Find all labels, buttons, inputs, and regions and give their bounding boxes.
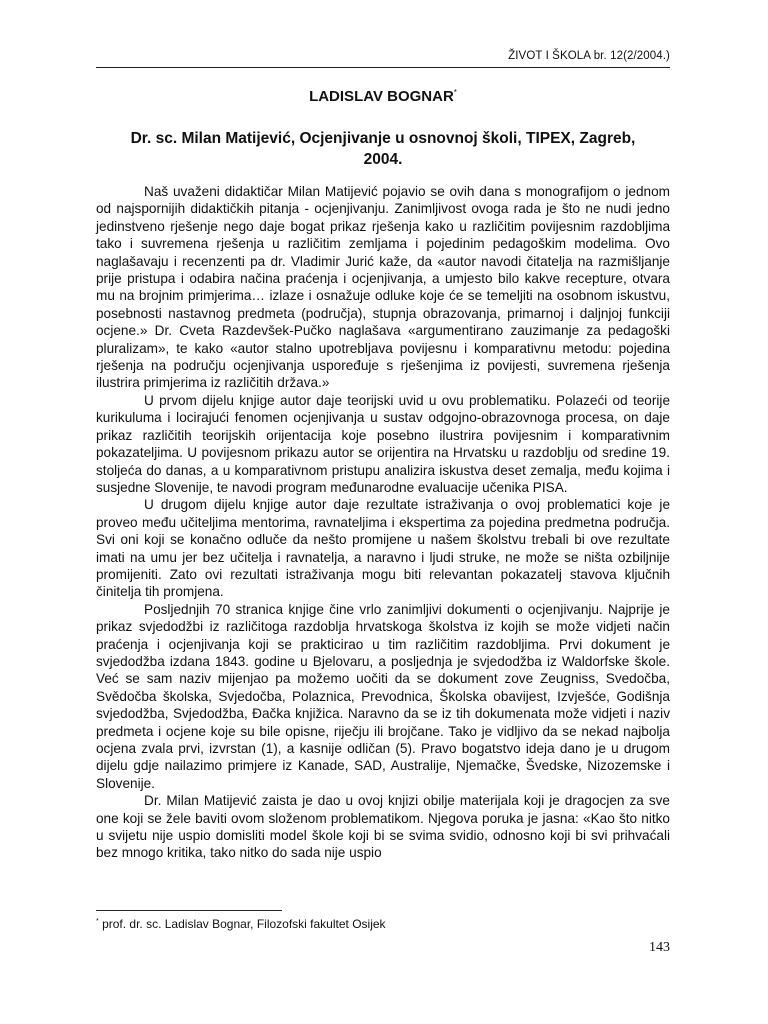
paragraph-1: Naš uvaženi didaktičar Milan Matijević pojavio se ovih dana s monografijom o jednom od najspornijih didaktičkih pitanja - ocjenjivanju. Zanimljivost ovoga rada je što ne nudi jedno jedinstveno rješenje nego daje bogat prikaz rješenja kako u različitim povijesnim razdobljima tako i suvremena rješenja u različitim zemljama i pojedinim pedagoškim modelima. Ovo naglašavaju i recenzenti pa dr. Vladimir Jurić kaže, da «autor navodi čitatelja na razmišljanje prije pristupa i odabira načina praćenja i ocjenjivanja, a umjesto bilo kakve recepture, otvara mu na brojnim primjerima… izlaze i osnažuje odluke koje će se temeljiti na osobnom iskustvu, posebnosti nastavnog predmeta (područja), stupnja obrazovanja, primarnoj i daljnjoj funkciji ocjene.» Dr. Cveta Razdevšek-Pučko naglašava «argumentirano zauzimanje za pedagoški pluralizam», te kako «autor stalno upotrebljava povijesnu i komparativnu metodu: pojedina rješenja na području ocjenjivanja uspoređuje s rješenjima iz povijesti, suvremena rješenja ilustrira primjerima iz različitih država.» <box>96 184 670 391</box>
running-header: ŽIVOT I ŠKOLA br. 12(2/2004.) <box>508 50 670 62</box>
paragraph-3: U drugom dijelu knjige autor daje rezultate istraživanja o ovoj problematici koje je proveo među učiteljima mentorima, ravnateljima i ekspertima za pojedina predmetna područja. Svi oni koji se konačno odluče da nešto promijene u našem školstvu trebali bi ove rezultate imati na umu jer bez učitelja i ravnatelja, a naravno i ljudi struke, ne može se ništa ozbiljnije promijeniti. Zato ovi rezultati istraživanja mogu biti relevantan pokazatelj stavova ključnih činitelja tih promjena. <box>96 497 670 600</box>
author-name: LADISLAV BOGNAR <box>309 88 454 105</box>
article-title: Dr. sc. Milan Matijević, Ocjenjivanje u osnovnoj školi, TIPEX, Zagreb, 2004. <box>130 130 636 168</box>
paragraph-5: Dr. Milan Matijević zaista je dao u ovoj knjizi obilje materijala koji je dragocjen za sve one koji se žele baviti ovom složenom problematikom. Njegova poruka je jasna: «Kao što nitko u svijetu nije uspio domisliti model škole koji bi se svima svidio, odnosno koji bi svi prihvaćali bez mnogo kritika, tako nitko do sada nije uspio <box>96 793 670 861</box>
footnote <box>96 917 670 931</box>
paragraph-4: Posljednjih 70 stranica knjige čine vrlo zanimljivi dokumenti o ocjenjivanju. Najprije je prikaz svjedodžbi iz različitoga razdoblja hrvatskoga školstva iz kojih se može vidjeti način praćenja i ocjenjivanja koji se prakticirao u tim različitim razdobljima. Prvi dokument je svjedodžba izdana 1843. godine u Bjelovaru, a posljednja je svjedodžba iz Waldorfske škole. Već se sam naziv mijenjao pa možemo uočiti da se dokument zove Zeugniss, Svedočba, Svědočba školska, Svjedočba, Polaznica, Prevodnica, Školska obavijest, Izvješće, Godišnja svjedodžba, Svjedodžba, Đačka knjižica. Naravno da se iz tih dokumenata može vidjeti i naziv predmeta i ocjene koje su bile opisne, riječju ili brojčane. Tako je vidljivo da se nekad najbolja ocjena zvala prvi, izvrstan (1), a kasnije odličan (5). Pravo bogatstvo ideja dano je u drugom dijelu gdje nailazimo primjere iz Kanade, SAD, Australije, Njemačke, Švedske, Nizozemske i Slovenije. <box>96 601 670 791</box>
header-rule <box>96 67 670 68</box>
footnote-mark: * <box>96 918 99 925</box>
author-heading <box>96 88 670 105</box>
page-number: 143 <box>649 940 670 955</box>
author-footnote-mark: * <box>453 88 457 97</box>
article-body <box>96 183 670 862</box>
footnote-rule <box>96 910 282 911</box>
paragraph-2: U prvom dijelu knjige autor daje teorijski uvid u ovu problematiku. Polazeći od teorije kurikuluma i locirajući fenomen ocjenjivanja u sustav odgojno-obrazovnoga procesa, on daje prikaz različitih teorijskih orijentacija koje posebno ilustrira povijesnim i komparativnim pokazateljima. U povijesnom prikazu autor se orijentira na Hrvatsku u razdoblju od sredine 19. stoljeća do danas, a u komparativnom pristupu analizira iskustva deset zemalja, među kojima i susjedne Slovenije, te navodi program međunarodne evaluacije učenika PISA. <box>96 392 670 495</box>
footnote-text: prof. dr. sc. Ladislav Bognar, Filozofski fakultet Osijek <box>98 917 386 931</box>
